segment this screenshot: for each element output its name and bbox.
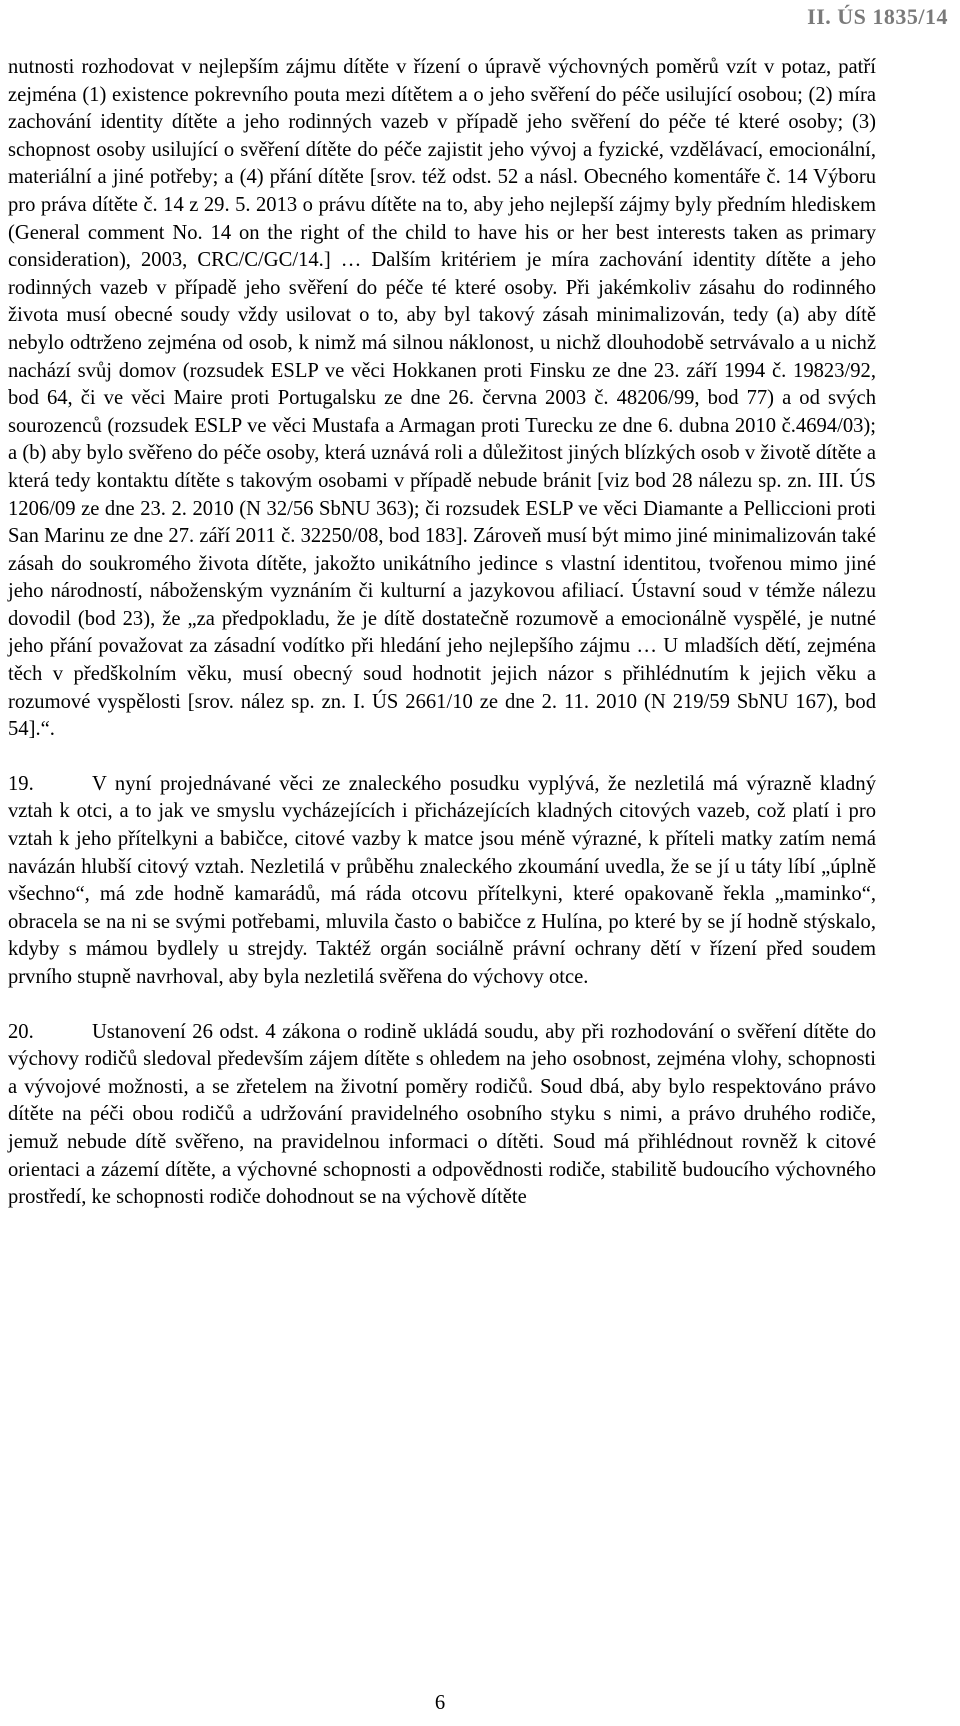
paragraph-19 xyxy=(8,771,876,992)
paragraph-20 xyxy=(8,1019,876,1212)
page-number: 6 xyxy=(434,1692,446,1714)
paragraph-number: 20. xyxy=(8,1020,34,1043)
case-reference: II. ÚS 1835/14 xyxy=(807,4,948,29)
paragraph-number: 19. xyxy=(8,772,34,795)
document-body xyxy=(8,54,876,1212)
paragraph-text: nutnosti rozhodovat v nejlepším zájmu dítěte v řízení o úpravě výchovných poměrů vzít v potaz, patří zejména (1) existence pokrevního pouta mezi dítětem a o jeho svěření do péče usilující osobou; (2) míra zachování identity dítěte a jeho rodinných vazeb v případě jeho svěření do péče té které osoby; (3) schopnost osoby usilující o svěření dítěte do péče zajistit jeho vývoj a fyzické, vzdělávací, emocionální, materiální a jiné potřeby; a (4) přání dítěte [srov. též odst. 52 a násl. Obecného komentáře č. 14 Výboru pro práva dítěte č. 14 z 29. 5. 2013 o právu dítěte na to, aby jeho nejlepší zájmy byly předním hlediskem (General comment No. 14 on the right of the child to have his or her best interests taken as primary consideration), 2003, CRC/C/GC/14.] … Dalším kritériem je míra zachování identity dítěte a jeho rodinných vazeb v případě jeho svěření do péče té které osoby. Při jakémkoliv zásahu do rodinného života musí obecné soudy vždy usilovat o to, aby byl takový zásah minimalizován, tedy (a) aby dítě nebylo odtrženo zejména od osob, k nimž má silnou náklonost, u nichž dlouhodobě setrvávalo a u nichž nachází svůj domov (rozsudek ESLP ve věci Hokkanen proti Finsku ze dne 23. září 1994 č. 19823/92, bod 64, či ve věci Maire proti Portugalsku ze dne 26. června 2003 č. 48206/99, bod 77) a od svých sourozenců (rozsudek ESLP ve věci Mustafa a Armagan proti Turecku ze dne 6. dubna 2010 č.4694/03); a (b) aby bylo svěřeno do péče osoby, která uznává roli a důležitost jiných blízkých osob v životě dítěte a která tedy kontaktu dítěte s takovým osobami v případě nebude bránit [viz bod 28 nálezu sp. zn. III. ÚS 1206/09 ze dne 23. 2. 2010 (N 32/56 SbNU 363); či rozsudek ESLP ve věci Diamante a Pelliccioni proti San Marinu ze dne 27. září 2011 č. 32250/08, bod 183]. Zároveň musí být mimo jiné minimalizován také zásah do soukromého života dítěte, jakožto unikátního jedince s vlastní identitou, tvořenou mimo jiné jeho národností, náboženským vyznáním či kulturní a jazykovou afiliací. Ústavní soud v témže nálezu dovodil (bod 23), že „za předpokladu, že je dítě dostatečně rozumově a emocionálně vyspělé, je nutné jeho přání považovat za zásadní vodítko při hledání jeho nejlepšího zájmu … U mladších dětí, zejména těch v předškolním věku, musí obecný soud hodnotit jejich názor s přihlédnutím k jejich věku a rozumové vyspělosti [srov. nález sp. zn. I. ÚS 2661/10 ze dne 2. 11. 2010 (N 219/59 SbNU 167), bod 54].“. xyxy=(8,56,876,741)
paragraph-continued xyxy=(8,54,876,744)
paragraph-text: Ustanovení 26 odst. 4 zákona o rodině ukládá soudu, aby při rozhodování o svěření dítěte do výchovy rodičů sledoval především zájem dítěte s ohledem na jeho osobnost, zejména vlohy, schopnosti a vývojové možnosti, a se zřetelem na životní poměry rodičů. Soud dbá, aby bylo respektováno právo dítěte na péči obou rodičů a udržování pravidelného osobního styku s nimi, a právo druhého rodiče, jemuž nebude dítě svěřeno, na pravidelnou informaci o dítěti. Soud má přihlédnout rovněž k citové orientaci a zázemí dítěte, a výchovné schopnosti a odpovědnosti rodiče, stabilitě budoucího výchovného prostředí, ke schopnosti rodiče dohodnout se na výchově dítěte xyxy=(8,1020,876,1209)
paragraph-text: V nyní projednávané věci ze znaleckého posudku vyplývá, že nezletilá má výrazně kladný vztah k otci, a to jak ve smyslu vycházejících i přicházejících kladných citových vazeb, což platí i pro vztah k jeho přítelkyni a babičce, citové vazby k matce jsou méně výrazné, k příteli matky zatím nemá navázán hlubší citový vztah. Nezletilá v průběhu znaleckého zkoumání uvedla, že se jí u táty líbí „úplně všechno“, má zde hodně kamarádů, má ráda otcovu přítelkyni, které opakovaně řekla „maminko“, obracela se na ni se svými potřebami, mluvila často o babičce z Hulína, po které by se jí hodně stýskalo, kdyby s mámou bydlely u strejdy. Taktéž orgán sociálně právní ochrany dětí v řízení před soudem prvního stupně navrhoval, aby byla nezletilá svěřena do výchovy otce. xyxy=(8,772,876,988)
